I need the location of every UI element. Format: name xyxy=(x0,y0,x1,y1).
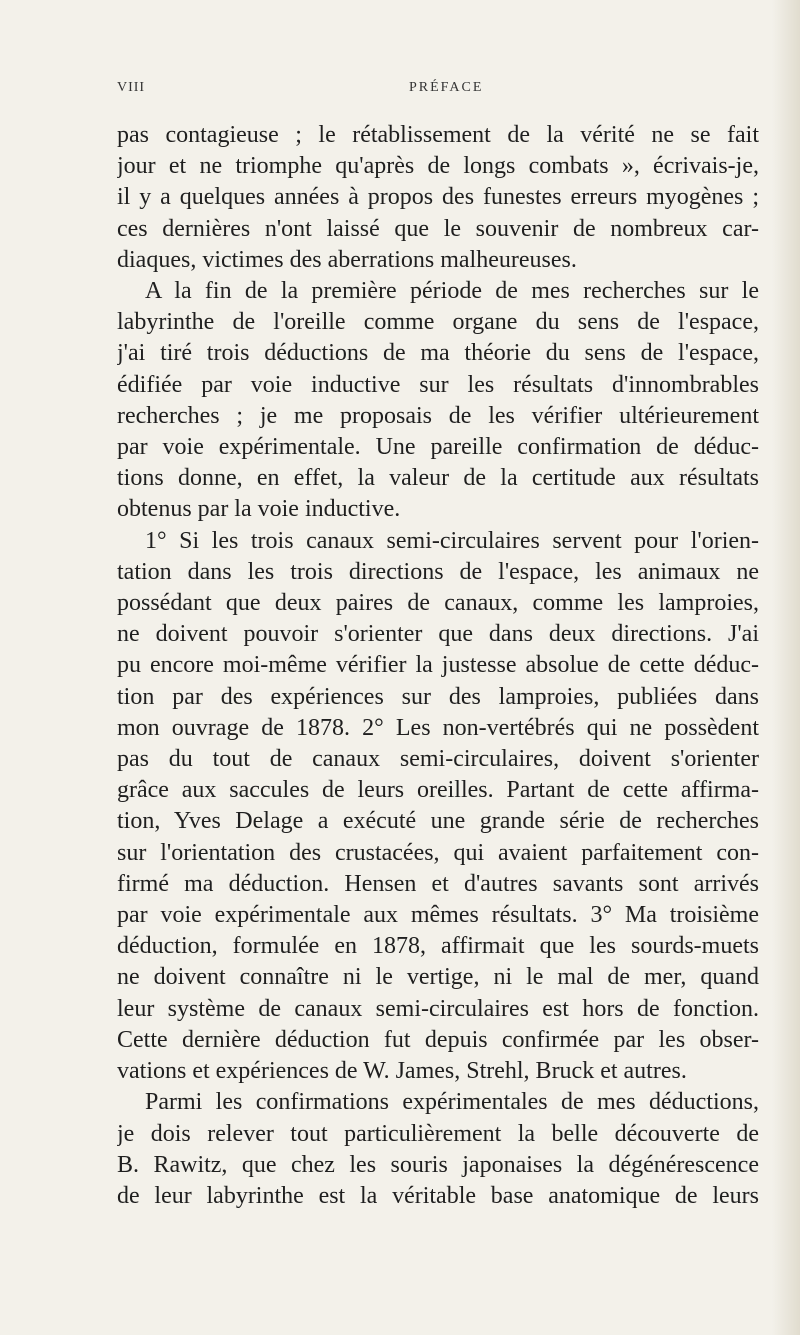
text-line: ces dernières n'ont laissé que le souvenir de nombreux car- xyxy=(117,215,759,242)
text-line: jour et ne triomphe qu'après de longs combats », écrivais-je, xyxy=(117,153,759,180)
text-line: possédant que deux paires de canaux, comme les lamproies, xyxy=(117,590,759,617)
text-line: tation dans les trois directions de l'espace, les animaux ne xyxy=(117,558,759,585)
text-line: B. Rawitz, que chez les souris japonaises la dégénérescence xyxy=(117,1151,759,1178)
text-line: grâce aux saccules de leurs oreilles. Partant de cette affirma- xyxy=(117,777,759,804)
text-line: vations et expériences de W. James, Strehl, Bruck et autres. xyxy=(117,1058,687,1085)
text-line: mon ouvrage de 1878. 2° Les non-vertébrés qui ne possèdent xyxy=(117,714,759,741)
text-line: ne doivent connaître ni le vertige, ni le mal de mer, quand xyxy=(117,964,759,991)
running-title: PRÉFACE xyxy=(409,80,484,95)
text-line: déduction, formulée en 1878, affirmait que les sourds-muets xyxy=(117,933,759,960)
text-line: recherches ; je me proposais de les vérifier ultérieurement xyxy=(117,402,759,429)
text-line: pu encore moi-même vérifier la justesse absolue de cette déduc- xyxy=(117,652,759,679)
text-line: j'ai tiré trois déductions de ma théorie du sens de l'espace, xyxy=(117,340,759,367)
text-line: édifiée par voie inductive sur les résultats d'innombrables xyxy=(117,371,759,398)
text-line: diaques, victimes des aberrations malheureuses. xyxy=(117,246,577,273)
text-line: de leur labyrinthe est la véritable base anatomique de leurs xyxy=(117,1182,759,1209)
text-line: je dois relever tout particulièrement la belle découverte de xyxy=(117,1120,759,1147)
text-line: Cette dernière déduction fut depuis confirmée par les obser- xyxy=(117,1026,759,1053)
text-line: tion, Yves Delage a exécuté une grande série de recherches xyxy=(117,808,759,835)
text-line: 1° Si les trois canaux semi-circulaires servent pour l'orien- xyxy=(145,527,759,554)
text-line: A la fin de la première période de mes recherches sur le xyxy=(145,278,759,305)
page-edge-shadow xyxy=(772,0,800,1335)
text-line: labyrinthe de l'oreille comme organe du sens de l'espace, xyxy=(117,309,759,336)
text-line: par voie expérimentale. Une pareille confirmation de déduc- xyxy=(117,434,759,461)
text-line: il y a quelques années à propos des funestes erreurs myogènes ; xyxy=(117,184,759,211)
text-line: tions donne, en effet, la valeur de la certitude aux résultats xyxy=(117,465,759,492)
text-line: ne doivent pouvoir s'orienter que dans deux directions. J'ai xyxy=(117,621,759,648)
page-header xyxy=(117,80,757,108)
text-line: leur système de canaux semi-circulaires est hors de fonction. xyxy=(117,995,759,1022)
text-line: tion par des expériences sur des lamproies, publiées dans xyxy=(117,683,759,710)
text-line: Parmi les confirmations expérimentales de mes déductions, xyxy=(145,1089,759,1116)
text-line: par voie expérimentale aux mêmes résultats. 3° Ma troisième xyxy=(117,902,759,929)
text-line: obtenus par la voie inductive. xyxy=(117,496,401,523)
text-line: sur l'orientation des crustacées, qui avaient parfaitement con- xyxy=(117,839,759,866)
text-line: pas du tout de canaux semi-circulaires, doivent s'orienter xyxy=(117,746,759,773)
page-number: VIII xyxy=(117,80,146,95)
text-line: firmé ma déduction. Hensen et d'autres savants sont arrivés xyxy=(117,870,759,897)
body-text xyxy=(117,120,759,1212)
text-line: pas contagieuse ; le rétablissement de la vérité ne se fait xyxy=(117,122,759,148)
